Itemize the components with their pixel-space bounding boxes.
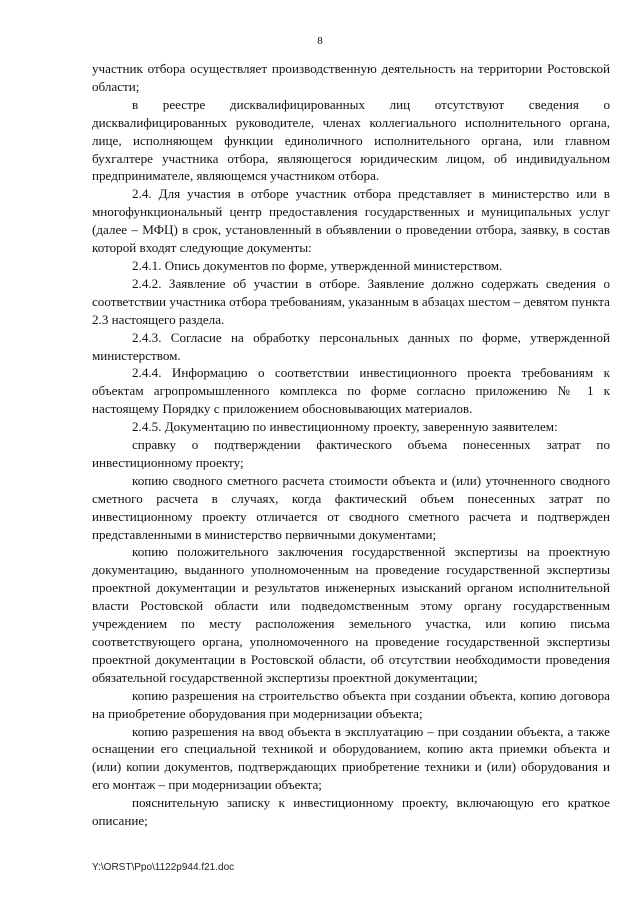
paragraph: пояснительную записку к инвестиционному проекту, включающую его краткое описание; bbox=[92, 795, 610, 829]
paragraph: копию сводного сметного расчета стоимости объекта и (или) уточненного сводного сметного расчета в случаях, когда фактический объем понесенных затрат по инвестиционному проекту отличается от сводного сметного расчета и подтвержден представленными в министерство первичными документами; bbox=[92, 472, 610, 542]
paragraph: 2.4.3. Согласие на обработку персональных данных по форме, утвержденной министерством. bbox=[92, 329, 610, 363]
paragraph: 2.4.2. Заявление об участии в отборе. Заявление должно содержать сведения о соответствии участника отбора требованиям, указанным в абзацах шестом – девятом пункта 2.3 настоящего раздела. bbox=[92, 275, 610, 327]
paragraph: в реестре дисквалифицированных лиц отсутствуют сведения о дисквалифицированных руководителе, членах коллегиального исполнительного органа, лице, исполняющем функции единоличного исполнительного органа, или главном бухгалтере участника отбора, являющегося юридическим лицом, об индивидуальном предпринимателе, являющемся участником отбора. bbox=[92, 96, 610, 184]
paragraph: копию разрешения на ввод объекта в эксплуатацию – при создании объекта, а также оснащении его специальной техникой и оборудованием, копию акта приемки объекта и (или) копии документов, подтверждающих приобретение техники и (или) оборудования и его монтаж – при модернизации объекта; bbox=[92, 723, 610, 793]
file-path-footer: Y:\ORST\Ppo\1122p944.f21.doc bbox=[92, 862, 235, 873]
paragraph: 2.4.1. Опись документов по форме, утвержденной министерством. bbox=[132, 257, 503, 273]
paragraph: участник отбора осуществляет производственную деятельность на территории Ростовской области; bbox=[92, 61, 610, 94]
paragraph: 2.4.5. Документацию по инвестиционному проекту, заверенную заявителем: bbox=[132, 419, 558, 435]
paragraph: 2.4.4. Информацию о соответствии инвестиционного проекта требованиям к объектам агропромышленного комплекса по форме согласно приложению № 1 к настоящему Порядку с приложением обосновывающих материалов. bbox=[92, 365, 610, 417]
paragraph: копию разрешения на строительство объекта при создании объекта, копию договора на приобретение оборудования при модернизации объекта; bbox=[92, 687, 610, 721]
paragraph: 2.4. Для участия в отборе участник отбора представляет в министерство или в многофункциональный центр предоставления государственных и муниципальных услуг (далее – МФЦ) в срок, установленный в объявлении о проведении отбора, заявку, в состав которой входят следующие документы: bbox=[92, 186, 610, 256]
page-number: 8 bbox=[317, 35, 323, 47]
paragraph: копию положительного заключения государственной экспертизы на проектную документацию, выданного уполномоченным на проведение государственной экспертизы проектной документации и результатов инженерных изысканий органом исполнительной власти Ростовской области или подведомственным этому органу государственным учреждением по месту расположения земельного участка, или копию письма соответствующего органа, уполномоченного на проведение государственной экспертизы проектной документации в Ростовской области, об отсутствии необходимости проведения обязательной государственной экспертизы проектной документации; bbox=[92, 544, 610, 685]
paragraph: справку о подтверждении фактического объема понесенных затрат по инвестиционному проекту; bbox=[92, 437, 610, 470]
document-body bbox=[92, 60, 610, 830]
